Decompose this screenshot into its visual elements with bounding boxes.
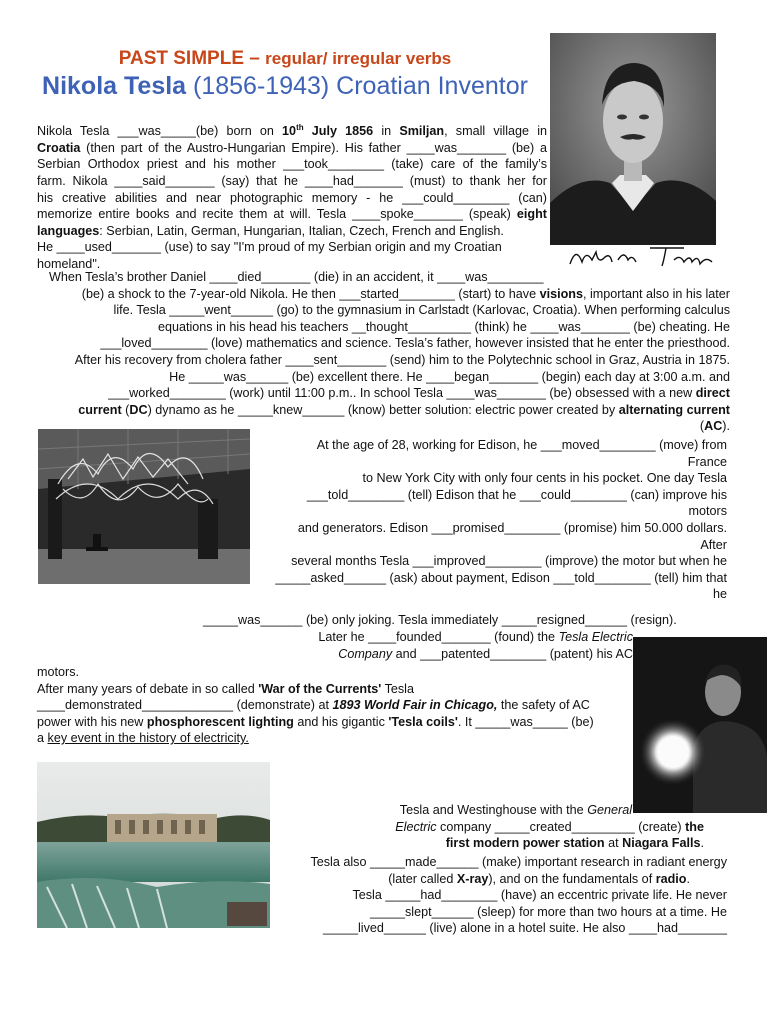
tesla-portrait-photo <box>550 33 716 245</box>
paragraph-edison: At the age of 28, working for Edison, he ___moved________ (move) from France to New York City with only four cents in his pocket. One day Tesla ___told________ (tell) Edison that he ___could________ (can) improve his motors and generators. Edison ___promised________ (promise) him 50.000 dollars. After several months Tesla ___improved________ (improve) the motor but when he _____asked______ (ask) about payment, Edison ___told________ (tell) him that he <box>275 438 727 602</box>
paragraph-intro: Nikola Tesla ___was_____(be) born on 10th July 1856 in Smiljan, small village in Croatia (then part of the Austro-Hungarian Empire). His father ____was_______ (be) a Serbian Orthodox priest and his mother ___took________ (take) care of the family’s farm. Nikola ____said_______ (say) that he ____had_______ (must) to thank her for his creative abilities and near photographic memory - he ___could________ (can) memorize entire books and recite them at will. Tesla ____spoke_______ (speak) eight languages: Serbian, Latin, German, Hungarian, Italian, Czech, French and English. He ____used_______ (use) to say "I'm proud of my Serbian origin and my Croatian homeland". <box>37 123 548 271</box>
page-title <box>0 72 570 101</box>
title-main: PAST SIMPLE – <box>118 48 266 69</box>
title-name: Nikola Tesla <box>42 72 187 100</box>
worksheet-title <box>0 48 570 70</box>
tesla-lab-photo <box>38 429 250 584</box>
tesla-signature <box>566 242 718 272</box>
paragraph-brother: When Tesla’s brother Daniel ____died_______ (die) in an accident, it ____was________ (be) a shock to the 7-year-old Nikola. He then ___started________ (start) to have visions, important also in his later life. Tesla _____went______ (go) to the gymnasium in Carlstadt (Karlovac, Croatia). When performing calculus equations in his head his teachers __thought_________ (think) he ____was_______ (be) cheating. He ___loved________ (love) mathematics and science. Tesla’s father, however insisted that he enter the priesthood. After his recovery from cholera father ____sent_______ (send) him to the Polytechnic school in Graz, Austria in 1875. He _____was______ (be) excellent there. He ____began_______ (begin) each day at 3:00 a.m. and ___worked________ (work) until 11:00 p.m.. In school Tesla ____was_______ (be) obsessed with a new direct current (DC) dynamo as he _____knew______ (know) better solution: electric power created by alternating current (AC). <box>49 270 730 434</box>
paragraph-research: Tesla also _____made______ (make) important research in radiant energy (later called X-ray), and on the fundamentals of radio. Tesla _____had________ (have) an eccentric private life. He never _____slept______ (sleep) for more than two hours at a time. He _____lived______ (live) alone in a hotel suite. He also ____had_______ <box>310 855 727 936</box>
line-resigned: _____was______ (be) only joking. Tesla immediately _____resigned______ (resign). <box>203 613 677 627</box>
paragraph-war-of-currents: motors. After many years of debate in so called 'War of the Currents' Tesla ____demonstrated_____________ (demonstrate) at 1893 World Fair in Chicago, the safety of AC power with his new phosphorescent lighting and his gigantic 'Tesla coils'. It _____was_____ (be) a key event in the history of electricity. <box>37 665 594 746</box>
paragraph-niagara: Tesla and Westinghouse with the General Electric company _____created_________ (create) the first modern power station at Niagara Falls. <box>395 803 704 851</box>
title-dates: (1856-1943) Croatian Inventor <box>186 72 528 100</box>
title-sub: regular/ irregular verbs <box>265 49 452 68</box>
paragraph-company: Later he ____founded_______ (found) the Tesla Electric Company and ___patented________ (patent) his AC <box>318 630 633 661</box>
niagara-falls-photo <box>37 762 270 928</box>
tesla-light-bulb-photo <box>633 637 767 813</box>
